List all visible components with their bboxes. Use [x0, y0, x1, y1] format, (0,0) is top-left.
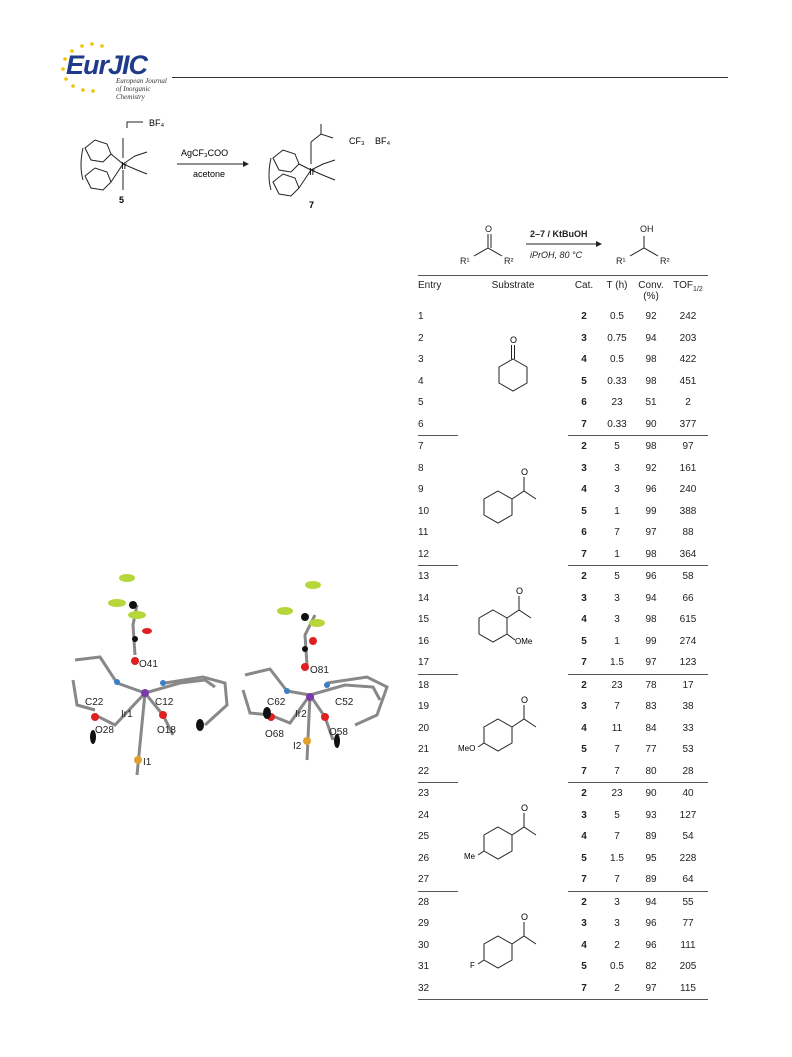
label-c52: C52 [335, 697, 354, 708]
cell-conv: 98 [645, 614, 657, 626]
cell-entry: 31 [418, 961, 430, 973]
table-row [418, 436, 708, 458]
cell-cat: 3 [581, 809, 587, 821]
col-cat: Cat. [574, 280, 594, 291]
svg-text:MeO: MeO [458, 743, 476, 753]
cell-entry: 20 [418, 722, 430, 734]
cell-tof: 77 [682, 918, 694, 930]
ketone-r1: R¹ [460, 256, 470, 266]
cell-conv: 92 [645, 311, 657, 323]
svg-text:O: O [521, 694, 529, 705]
cell-entry: 22 [418, 761, 458, 783]
alcohol-r1: R¹ [616, 256, 626, 266]
cell-conv: 96 [645, 571, 657, 583]
cell-entry: 25 [418, 831, 430, 843]
cell-conv: 80 [634, 761, 668, 783]
cell-cat: 2 [581, 788, 587, 800]
cell-cat: 7 [568, 761, 600, 783]
cell-conv: 90 [634, 414, 668, 436]
cell-time: 1.5 [610, 852, 624, 864]
cell-time: 7 [614, 744, 620, 756]
cell-cat: 5 [581, 505, 587, 517]
catalyst-line: 2–7 / KtBuOH [530, 229, 588, 239]
cell-substrate [458, 306, 568, 436]
cell-time: 7 [614, 701, 620, 713]
solvent-label: acetone [193, 169, 226, 179]
cell-tof: 33 [682, 722, 694, 734]
cell-conv: 97 [645, 527, 657, 539]
cell-conv: 82 [645, 961, 657, 973]
cell-conv: 93 [645, 809, 657, 821]
label-ir2: Ir2 [295, 709, 307, 720]
cell-time: 3 [614, 614, 620, 626]
cell-time: 0.5 [610, 311, 624, 323]
cell-tof: 451 [679, 375, 697, 387]
cell-entry: 5 [418, 397, 424, 409]
journal-logo [52, 42, 177, 101]
cell-conv: 89 [645, 831, 657, 843]
label-c62: C62 [267, 697, 286, 708]
cell-cat: 5 [581, 635, 587, 647]
label-o28: O28 [95, 725, 114, 736]
cell-time: 0.5 [610, 354, 624, 366]
cell-cat: 2 [581, 679, 587, 691]
substrate-2-methoxyacetophenone-icon [463, 583, 563, 653]
conditions-line: iPrOH, 80 °C [530, 250, 583, 260]
cell-substrate [458, 891, 568, 1000]
cell-time: 3 [614, 462, 620, 474]
cell-cat: 4 [581, 939, 587, 951]
cell-tof: 64 [668, 869, 708, 891]
cell-entry: 7 [418, 441, 424, 453]
cell-conv: 78 [645, 679, 657, 691]
cell-tof: 422 [679, 354, 697, 366]
cell-time: 1 [614, 505, 620, 517]
table-row [418, 783, 708, 805]
svg-text:O: O [521, 911, 529, 922]
cell-tof: 242 [679, 311, 697, 323]
cell-time: 23 [611, 679, 623, 691]
cell-time: 5 [614, 571, 620, 583]
cell-tof: 161 [679, 462, 697, 474]
cell-entry: 23 [418, 788, 430, 800]
label-o41: O41 [139, 659, 158, 670]
cell-cat: 5 [581, 744, 587, 756]
cell-time: 0.33 [607, 375, 627, 387]
cell-cat: 5 [581, 375, 587, 387]
cell-cat: 3 [581, 462, 587, 474]
cell-conv: 89 [634, 869, 668, 891]
counterion-start: BF₄ [149, 118, 165, 128]
cell-entry: 24 [418, 809, 430, 821]
cell-entry: 29 [418, 918, 430, 930]
col-conv-1: Conv. [638, 280, 664, 291]
svg-text:F: F [470, 960, 475, 970]
label-i1: I1 [143, 757, 152, 768]
cell-cat: 6 [581, 527, 587, 539]
cell-time: 1 [600, 544, 634, 566]
table-arrow-icon [596, 241, 602, 247]
table-row [418, 674, 708, 696]
logo-jic: JIC [108, 50, 148, 80]
cell-entry: 30 [418, 939, 430, 951]
cell-tof: 115 [668, 978, 708, 1000]
ketone-r2: R² [504, 256, 514, 266]
table-reaction-scheme [418, 220, 708, 270]
label-ir1: Ir1 [121, 709, 133, 720]
cell-conv: 98 [645, 375, 657, 387]
cell-tof: 54 [682, 831, 694, 843]
cell-time: 2 [614, 939, 620, 951]
cell-conv: 98 [634, 544, 668, 566]
cell-cat: 3 [581, 918, 587, 930]
cell-conv: 95 [645, 852, 657, 864]
cell-time: 3 [614, 918, 620, 930]
label-o58: O58 [329, 727, 348, 738]
cell-conv: 90 [645, 788, 657, 800]
cell-entry: 16 [418, 635, 430, 647]
logo-subtitle-2: of Inorganic Chemistry [116, 85, 151, 101]
cell-entry: 17 [418, 652, 458, 674]
crystal-structure-figure [55, 565, 390, 775]
reagent-label: AgCF₃COO [181, 148, 229, 158]
alcohol-r2: R² [660, 256, 670, 266]
cell-entry: 27 [418, 869, 458, 891]
compound-7-label: 7 [309, 200, 315, 210]
arrow-head-icon [243, 161, 249, 167]
cell-entry: 28 [418, 896, 430, 908]
cell-entry: 18 [418, 679, 430, 691]
col-time: T (h) [606, 280, 628, 291]
table-row [418, 891, 708, 913]
counterion-product: BF₄ [375, 136, 391, 146]
cell-time: 7 [600, 761, 634, 783]
cell-cat: 5 [581, 961, 587, 973]
cell-time: 5 [614, 441, 620, 453]
cell-cat: 2 [581, 441, 587, 453]
cell-cat: 2 [581, 311, 587, 323]
cell-tof: 240 [679, 484, 697, 496]
col-tof [668, 276, 708, 306]
cell-cat: 7 [568, 414, 600, 436]
cell-entry: 26 [418, 852, 430, 864]
cell-time: 23 [611, 397, 623, 409]
header-rule [172, 77, 728, 78]
table-header-row [418, 276, 708, 306]
cell-cat: 4 [581, 354, 587, 366]
cell-conv: 92 [645, 462, 657, 474]
cell-conv: 98 [645, 354, 657, 366]
svg-text:O: O [516, 586, 524, 597]
cell-conv: 84 [645, 722, 657, 734]
imidazole-ring-bottom [85, 168, 111, 190]
reaction-scheme [75, 118, 405, 213]
cell-conv: 83 [645, 701, 657, 713]
cell-tof: 17 [682, 679, 694, 691]
logo-subtitle-1: European Journal [116, 77, 167, 85]
cell-cat: 7 [568, 544, 600, 566]
svg-text:O: O [521, 803, 529, 814]
col-tof-label: TOF [673, 280, 694, 291]
cell-cat: 7 [568, 978, 600, 1000]
col-substrate: Substrate [491, 280, 535, 291]
cell-conv: 97 [634, 652, 668, 674]
cell-tof: 203 [679, 332, 697, 344]
cell-tof: 274 [679, 635, 697, 647]
cell-tof: 38 [682, 701, 694, 713]
cell-entry: 15 [418, 614, 430, 626]
label-c12: C12 [155, 697, 174, 708]
cell-conv: 96 [645, 939, 657, 951]
cell-entry: 8 [418, 462, 424, 474]
substrate-cyclohexanone-icon [478, 334, 548, 404]
cell-tof: 28 [668, 761, 708, 783]
cell-tof: 127 [679, 809, 697, 821]
cell-time: 5 [614, 809, 620, 821]
cell-tof: 2 [685, 397, 691, 409]
imidazole-ring-top [85, 140, 111, 162]
cell-tof: 66 [682, 592, 694, 604]
col-conv-2: (%) [643, 291, 659, 302]
cell-conv: 96 [645, 484, 657, 496]
cell-tof: 97 [682, 441, 694, 453]
alcohol-oh-label: OH [640, 224, 654, 234]
cell-entry: 12 [418, 544, 458, 566]
cell-substrate [458, 436, 568, 566]
cell-tof: 377 [668, 414, 708, 436]
ir-label-start: Ir [121, 161, 128, 172]
col-tof-sub: 1/2 [693, 286, 703, 293]
ir-label-product: Ir [309, 167, 316, 178]
cell-entry: 32 [418, 978, 458, 1000]
cell-substrate [458, 783, 568, 892]
label-i2: I2 [293, 741, 302, 752]
logo-eur: Eur [66, 50, 109, 80]
cell-tof: 53 [682, 744, 694, 756]
substrate-4-methoxyacetophenone-icon [458, 692, 568, 762]
svg-text:O: O [510, 335, 518, 346]
cell-tof: 364 [668, 544, 708, 566]
cell-conv: 94 [645, 896, 657, 908]
cell-cat: 7 [568, 869, 600, 891]
cell-tof: 111 [680, 939, 696, 951]
cell-conv: 94 [645, 592, 657, 604]
cell-conv: 96 [645, 918, 657, 930]
cell-time: 0.75 [607, 332, 627, 344]
cell-cat: 4 [581, 484, 587, 496]
cell-cat: 6 [581, 397, 587, 409]
cell-entry: 10 [418, 505, 430, 517]
cell-cat: 7 [568, 652, 600, 674]
cell-tof: 55 [682, 896, 694, 908]
cell-conv: 77 [645, 744, 657, 756]
cell-entry: 2 [418, 332, 424, 344]
cell-time: 23 [611, 788, 623, 800]
cell-time: 7 [614, 527, 620, 539]
cell-conv: 99 [645, 635, 657, 647]
cell-entry: 1 [418, 311, 424, 323]
cell-cat: 3 [581, 701, 587, 713]
label-o81: O81 [310, 665, 329, 676]
cell-substrate [458, 674, 568, 783]
cell-cat: 4 [581, 722, 587, 734]
cell-tof: 388 [679, 505, 697, 517]
label-o18: O18 [157, 725, 176, 736]
col-conv [634, 276, 668, 306]
svg-text:OMe: OMe [515, 637, 533, 647]
cell-tof: 40 [682, 788, 694, 800]
cell-time: 0.33 [600, 414, 634, 436]
cell-entry: 21 [418, 744, 430, 756]
cell-time: 7 [614, 831, 620, 843]
compound-5-label: 5 [119, 195, 125, 205]
cell-conv: 99 [645, 505, 657, 517]
substrate-4-methylacetophenone-icon [458, 800, 568, 870]
cell-time: 0.5 [610, 961, 624, 973]
svg-text:Me: Me [464, 852, 476, 862]
cell-entry: 4 [418, 375, 424, 387]
cell-time: 2 [600, 978, 634, 1000]
cell-cat: 5 [581, 852, 587, 864]
substrate-4-fluoroacetophenone-icon [458, 909, 568, 979]
cell-entry: 9 [418, 484, 424, 496]
table-row [418, 306, 708, 328]
cell-time: 1.5 [600, 652, 634, 674]
cell-entry: 13 [418, 571, 430, 583]
cell-tof: 228 [679, 852, 697, 864]
cell-substrate [458, 566, 568, 675]
cell-cat: 3 [581, 332, 587, 344]
cell-entry: 6 [418, 414, 458, 436]
cell-entry: 19 [418, 701, 430, 713]
cell-time: 3 [614, 484, 620, 496]
cell-conv: 97 [634, 978, 668, 1000]
results-table [418, 276, 708, 1000]
cf3-label: CF₃ [349, 136, 365, 146]
substrate-acetophenone-icon [468, 464, 558, 534]
col-entry: Entry [418, 280, 442, 291]
catalysis-table [418, 220, 718, 1000]
cell-cat: 4 [581, 614, 587, 626]
cell-tof: 123 [668, 652, 708, 674]
cell-cat: 2 [581, 896, 587, 908]
cell-cat: 2 [581, 571, 587, 583]
cell-cat: 3 [581, 592, 587, 604]
cell-time: 3 [614, 592, 620, 604]
table-row [418, 566, 708, 588]
label-o68: O68 [265, 729, 284, 740]
cell-entry: 11 [418, 527, 429, 539]
cell-cat: 4 [581, 831, 587, 843]
cell-tof: 58 [682, 571, 694, 583]
cell-tof: 88 [682, 527, 694, 539]
cell-time: 1 [614, 635, 620, 647]
ketone-o-label: O [485, 224, 493, 234]
svg-text:O: O [521, 467, 529, 477]
cell-conv: 94 [645, 332, 657, 344]
cell-time: 11 [611, 722, 623, 734]
cell-tof: 615 [679, 614, 697, 626]
cell-time: 7 [600, 869, 634, 891]
cell-conv: 98 [645, 441, 657, 453]
cell-conv: 51 [645, 397, 657, 409]
cell-time: 3 [614, 896, 620, 908]
cell-entry: 14 [418, 592, 430, 604]
label-c22: C22 [85, 697, 104, 708]
table-body [418, 306, 708, 1000]
cell-tof: 205 [679, 961, 697, 973]
cell-entry: 3 [418, 354, 424, 366]
